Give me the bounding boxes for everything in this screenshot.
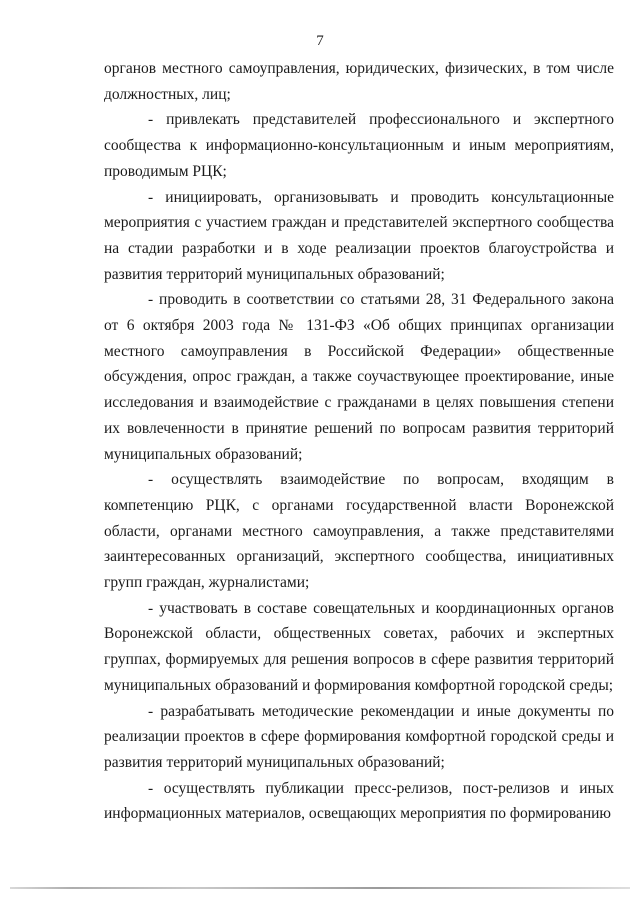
paragraph-methodical-recommendations: - разрабатывать методические рекомендации и иные документы по реализации проектов в сфере формирования комфортной городской среды и развития территорий муниципальных образований; (104, 702, 614, 771)
paragraph-interaction: - осуществлять взаимодействие по вопросам, входящим в компетенцию РЦК, с органами государственной власти Воронежской области, органами местного самоуправления, а также представителями заинтересованных организаций, экспертного сообщества, инициативных групп граждан, журналистами; (104, 471, 614, 592)
paragraph-participation: - участвовать в составе совещательных и координационных органов Воронежской области, общественных советах, рабочих и экспертных группах, формируемых для решения вопросов в сфере развития территорий муниципальных образований и формирования комфортной городской среды; (104, 599, 614, 694)
document-body (104, 56, 614, 827)
paragraph-publications: - осуществлять публикации пресс-релизов, пост-релизов и иных информационных материалов, освещающих мероприятия по формированию (104, 779, 614, 823)
paragraph-public-discussions: - проводить в соответствии со статьями 28, 31 Федерального закона от 6 октября 2003 года № 131-ФЗ «Об общих принципах организации местного самоуправления в Российской Федерации» общественные обсуждения, опрос граждан, а также соучаствующее проектирование, иные исследования и взаимодействие с гражданами в целях повышения степени их вовлеченности в принятие решений по вопросам развития территорий муниципальных образований; (104, 291, 614, 463)
page-number: 7 (316, 33, 324, 49)
paragraph-continuation: органов местного самоуправления, юридических, физических, в том числе должностных, лиц; (104, 60, 614, 103)
paragraph-attract-experts: - привлекать представителей профессионального и экспертного сообщества к информационно-консультационным и иным мероприятиям, проводимым РЦК; (104, 111, 614, 180)
paragraph-initiate-consultations: - инициировать, организовывать и проводить консультационные мероприятия с участием граждан и представителей экспертного сообщества на стадии разработки и в ходе реализации проектов благоустройства и развития территорий муниципальных образований; (104, 188, 614, 283)
scan-edge-line (10, 887, 630, 889)
